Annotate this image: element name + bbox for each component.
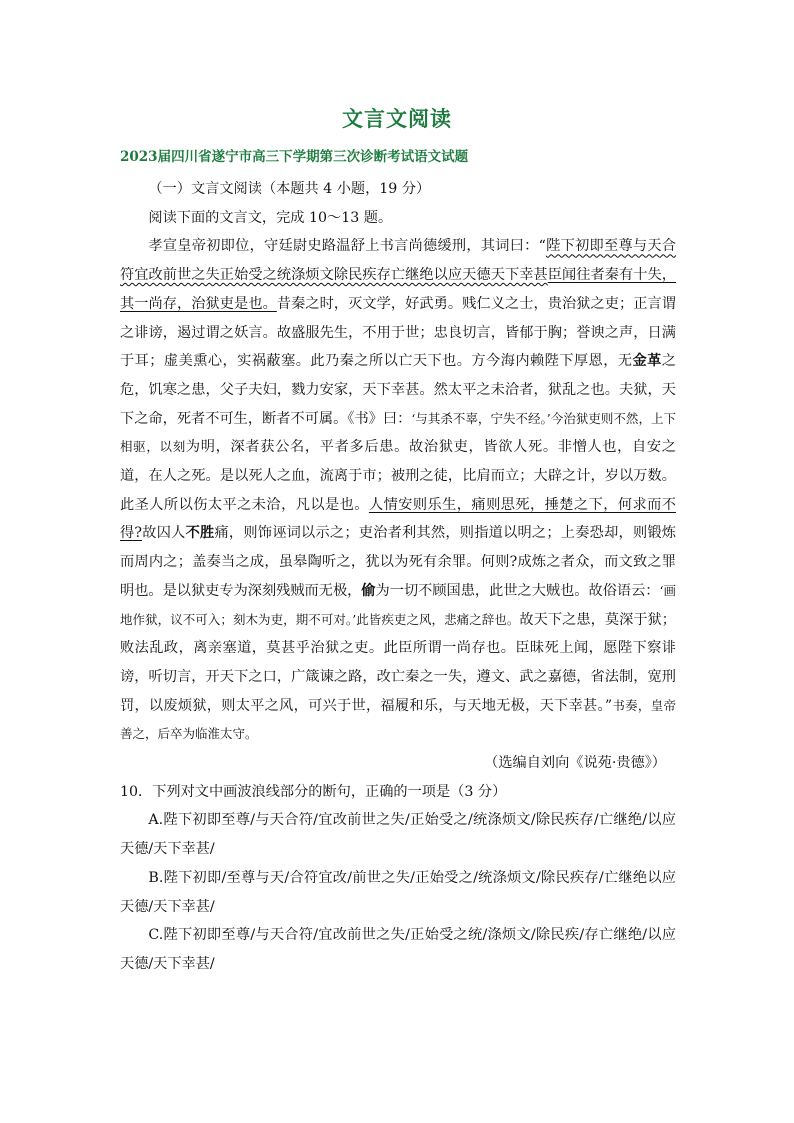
passage-text: 故囚人 bbox=[142, 525, 186, 542]
underlined-sentence-1: 臣闻往者秦有十失，其一尚存，治狱吏是也。 bbox=[120, 267, 676, 312]
passage-text: 之危，饥寒之患，父子夫妇，戮力安家，天下幸甚。然太平之未洽者，狱乱之也。夫狱，天下之命，死者不可生，断者不可属。《书》曰： bbox=[120, 353, 676, 427]
passage-text: 为明，深者获公名，平者多后患。故治狱吏，皆欲人死。非憎人也，自安之道，在人之死。是以死人之血，流离于市；被刑之徒，比肩而立；大辟之计，岁以万数。此圣人所以伤太平之未洽，凡以是也。 bbox=[120, 439, 676, 513]
bold-term-tou: 偷 bbox=[361, 582, 376, 599]
option-b: B.陛下初即/至尊与天/合符宜改/前世之失/正始受之/统涤烦文/除民疾存/亡继绝以应天德/天下幸甚/ bbox=[120, 869, 676, 915]
passage-source: （选编自刘向《说苑·贵德》） bbox=[484, 755, 666, 772]
passage-text: 昔秦之时，灭文学，好武勇。贱仁义之士，贵治狱之吏；正言谓之诽谤，遏过谓之妖言。故盛服先生，不用于世；忠良切言，皆郁于胸；誉谀之声，日满于耳；虚美熏心，实祸蔽塞。此乃秦之所以亡天下也。方今海内赖陛下厚恩，无 bbox=[120, 295, 676, 370]
option-a: A.陛下初即至尊/与天合符/宜改前世之失/正始受之/统涤烦文/除民疾存/亡继绝/以应天德/天下幸甚/ bbox=[120, 812, 676, 858]
passage-text: 痛，则饰诬词以示之；吏治者利其然，则指道以明之；上奏恐却，则锻炼而周内之；盖奏当之成，虽皋陶听之，犹以为死有余罪。何则?成炼之者众，而文致之罪明也。是以狱吏专为深刻残贼而无极， bbox=[120, 525, 676, 599]
option-c: C.陛下初即至尊/与天合符/宜改前世之失/正始受之统/涤烦文/除民疾/存亡继绝/以应天德/天下幸甚/ bbox=[120, 927, 676, 972]
bold-term-jinge: 金革 bbox=[632, 353, 662, 370]
quoted-text-suyu: ‘画地作狱，议不可入；刻木为吏，期不可对。’此皆疾吏之风，悲痛之辞也。 bbox=[120, 582, 676, 627]
exam-subtitle: 2023届四川省遂宁市高三下学期第三次诊断考试语文试题 bbox=[120, 149, 469, 165]
passage-text: 孝宣皇帝初即位，守廷尉史路温舒上书言尚德缓刑，其词曰：“ bbox=[148, 238, 546, 255]
passage-text: 为一切不顾国患，此世之大贼也。故俗语云： bbox=[375, 582, 660, 599]
instruction: 阅读下面的文言文，完成 10～13 题。 bbox=[148, 209, 393, 226]
page-title: 文言文阅读 bbox=[342, 106, 452, 131]
passage bbox=[120, 232, 676, 749]
quoted-text-shu: ‘与其杀不辜，宁失不经。’今治狱吏则不然，上下相驱，以刻 bbox=[120, 410, 676, 455]
section-heading: （一）文言文阅读（本题共 4 小题，19 分） bbox=[148, 181, 431, 197]
bold-term-busheng: 不胜 bbox=[185, 525, 215, 542]
passage-ending: 书奏，皇帝善之，后卒为临淮太守。 bbox=[120, 697, 676, 742]
underlined-sentence-2: 人情安则乐生，痛则思死，捶楚之下，何求而不得? bbox=[120, 496, 676, 542]
passage-text: 故天下之患，莫深于狱；败法乱政，离亲塞道，莫甚乎治狱之吏。此臣所谓一尚存也。臣昧死上闻，愿陛下察诽谤，听切言，开天下之口，广箴谏之路，改亡秦之一失，遵文、武之嘉德，省法制，宽刑罚，以废烦狱，则太平之风，可兴于世，福履和乐，与天地无极，天下幸甚。” bbox=[120, 611, 676, 714]
wavy-underlined-text: 陛下初即至尊与天合符宜改前世之失正始受之统涤烦文除民疾存亡继绝以应天德天下幸甚 bbox=[120, 238, 676, 284]
question-stem: 10．下列对文中画波浪线部分的断句，正确的一项是（3 分） bbox=[120, 783, 507, 800]
document-body bbox=[120, 175, 676, 979]
